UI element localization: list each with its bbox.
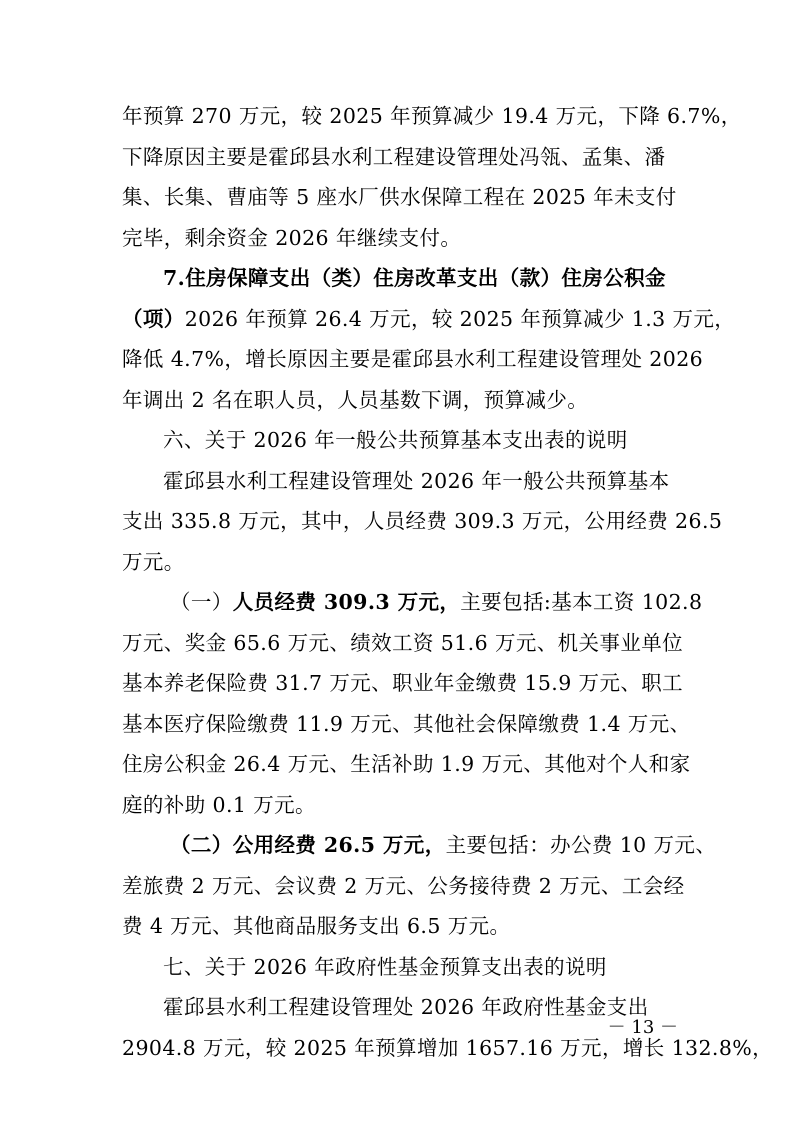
section-heading-housing: 7.住房保障支出（类）住房改革支出（款）住房公积金 [163,266,666,290]
bold-item-label: （项） [122,306,185,331]
text-line [122,299,736,340]
bold-phrase: （二）公用经费 26.5 万元， [170,833,446,857]
text-line: 住房公积金 26.4 万元、生活补助 1.9 万元、其他对个人和家 [122,752,691,776]
text-span: （一） [170,590,233,614]
text-line: 基本养老保险费 31.7 万元、职业年金缴费 15.9 万元、职工 [122,671,684,695]
text-span: 主要包括:基本工资 102.8 [460,590,703,614]
page-number: － 13 － [607,1017,678,1038]
body-text [122,96,774,1068]
text-line: 集、长集、曹庙等 5 座水厂供水保障工程在 2025 年未支付 [122,185,677,209]
text-line: 完毕，剩余资金 2026 年继续支付。 [122,225,462,250]
text-line: 年调出 2 名在职人员，人员基数下调，预算减少。 [122,387,589,412]
section-heading-6: 六、关于 2026 年一般公共预算基本支出表的说明 [163,428,628,452]
text-line: 下降原因主要是霍邱县水利工程建设管理处冯瓴、孟集、潘 [122,144,666,169]
text-line: 年预算 270 万元，较 2025 年预算减少 19.4 万元，下降 6.7%， [122,104,742,128]
section-heading-7: 七、关于 2026 年政府性基金预算支出表的说明 [163,954,607,979]
text-line: 支出 335.8 万元，其中，人员经费 309.3 万元，公用经费 26.5 [122,509,723,533]
text-line: 降低 4.7%，增长原因主要是霍邱县水利工程建设管理处 2026 [122,347,704,371]
text-line: 霍邱县水利工程建设管理处 2026 年一般公共预算基本 [163,468,670,493]
text-span: 2026 年预算 26.4 万元，较 2025 年预算减少 1.3 万元， [184,306,736,331]
text-line: 差旅费 2 万元、会议费 2 万元、公务接待费 2 万元、工会经 [122,873,685,898]
text-span: 主要包括：办公费 10 万元、 [445,833,717,857]
text-line [122,825,717,866]
text-line: 霍邱县水利工程建设管理处 2026 年政府性基金支出 [163,995,649,1019]
text-line: 基本医疗保险缴费 11.9 万元、其他社会保障缴费 1.4 万元、 [122,711,691,736]
text-line: 2904.8 万元，较 2025 年预算增加 1657.16 万元，增长 132.8%， [122,1035,774,1060]
text-line: 万元、奖金 65.6 万元、绩效工资 51.6 万元、机关事业单位 [122,630,684,655]
bold-phrase: 人员经费 309.3 万元， [232,590,461,614]
text-line: 万元。 [122,549,185,574]
text-line: 费 4 万元、其他商品服务支出 6.5 万元。 [122,914,511,938]
text-line [122,582,703,623]
text-line: 庭的补助 0.1 万元。 [122,792,316,817]
